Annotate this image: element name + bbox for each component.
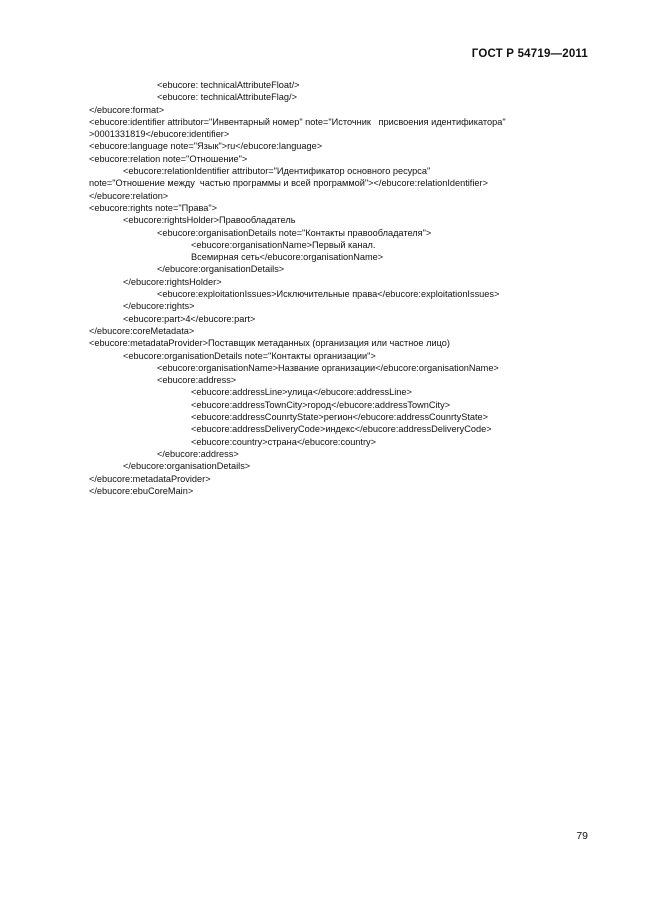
xml-listing xyxy=(89,79,589,497)
xml-line: <ebucore:organisationDetails note="Контакты правообладателя"> xyxy=(157,227,432,238)
xml-line: <ebucore:metadataProvider>Поставщик метаданных (организация или частное лицо) xyxy=(89,338,450,349)
xml-line: </ebucore:coreMetadata> xyxy=(89,325,195,336)
xml-line: <ebucore:relation note="Отношение"> xyxy=(89,153,248,164)
xml-line: <ebucore:part>4</ebucore:part> xyxy=(123,313,256,324)
xml-line: <ebucore: technicalAttributeFlag/> xyxy=(157,92,297,103)
xml-line: note="Отношение между частью программы и всей программой"></ebucore:relationIdentifier> xyxy=(89,178,488,189)
xml-line: <ebucore:language note="Язык">ru</ebucore:language> xyxy=(89,141,323,152)
xml-line: </ebucore:ebuCoreMain> xyxy=(89,485,194,496)
xml-line: Всемирная сеть</ebucore:organisationName> xyxy=(191,252,384,263)
xml-line: </ebucore:format> xyxy=(89,104,165,115)
xml-line: >0001331819</ebucore:identifier> xyxy=(89,129,230,140)
xml-line: </ebucore:address> xyxy=(157,448,239,459)
xml-line: <ebucore:organisationName>Название организации</ebucore:organisationName> xyxy=(157,362,499,373)
document-header: ГОСТ Р 54719—2011 xyxy=(471,48,588,60)
xml-line: <ebucore: technicalAttributeFloat/> xyxy=(157,80,300,90)
xml-line: </ebucore:organisationDetails> xyxy=(123,461,251,472)
xml-line: <ebucore:relationIdentifier attributor="Идентификатор основного ресурса" xyxy=(123,166,431,177)
xml-line: </ebucore:rights> xyxy=(123,301,195,312)
xml-line: <ebucore:addressCounrtyState>регион</ebucore:addressCounrtyState> xyxy=(191,412,489,423)
xml-line: <ebucore:identifier attributor="Инвентарный номер" note="Источник присвоения идентификатора" xyxy=(89,116,506,127)
xml-line: <ebucore:rightsHolder>Правообладатель xyxy=(123,215,296,226)
xml-line: <ebucore:addressTownCity>город</ebucore:addressTownCity> xyxy=(191,399,451,410)
xml-line: </ebucore:rightsHolder> xyxy=(123,276,222,287)
xml-line: <ebucore:exploitationIssues>Исключительные права</ebucore:exploitationIssues> xyxy=(157,289,500,300)
xml-line: </ebucore:relation> xyxy=(89,190,169,201)
page-number: 79 xyxy=(576,830,588,842)
xml-line: <ebucore:addressDeliveryCode>индекс</ebucore:addressDeliveryCode> xyxy=(191,424,492,435)
xml-line: </ebucore:organisationDetails> xyxy=(157,264,285,275)
xml-line: <ebucore:rights note="Права"> xyxy=(89,202,217,213)
xml-line: <ebucore:address> xyxy=(157,375,237,386)
xml-line: <ebucore:organisationName>Первый канал. xyxy=(191,239,376,250)
xml-line: <ebucore:country>страна</ebucore:country> xyxy=(191,436,376,447)
xml-line: </ebucore:metadataProvider> xyxy=(89,473,211,484)
xml-line: <ebucore:organisationDetails note="Контакты организации"> xyxy=(123,350,376,361)
xml-line: <ebucore:addressLine>улица</ebucore:addressLine> xyxy=(191,387,412,398)
